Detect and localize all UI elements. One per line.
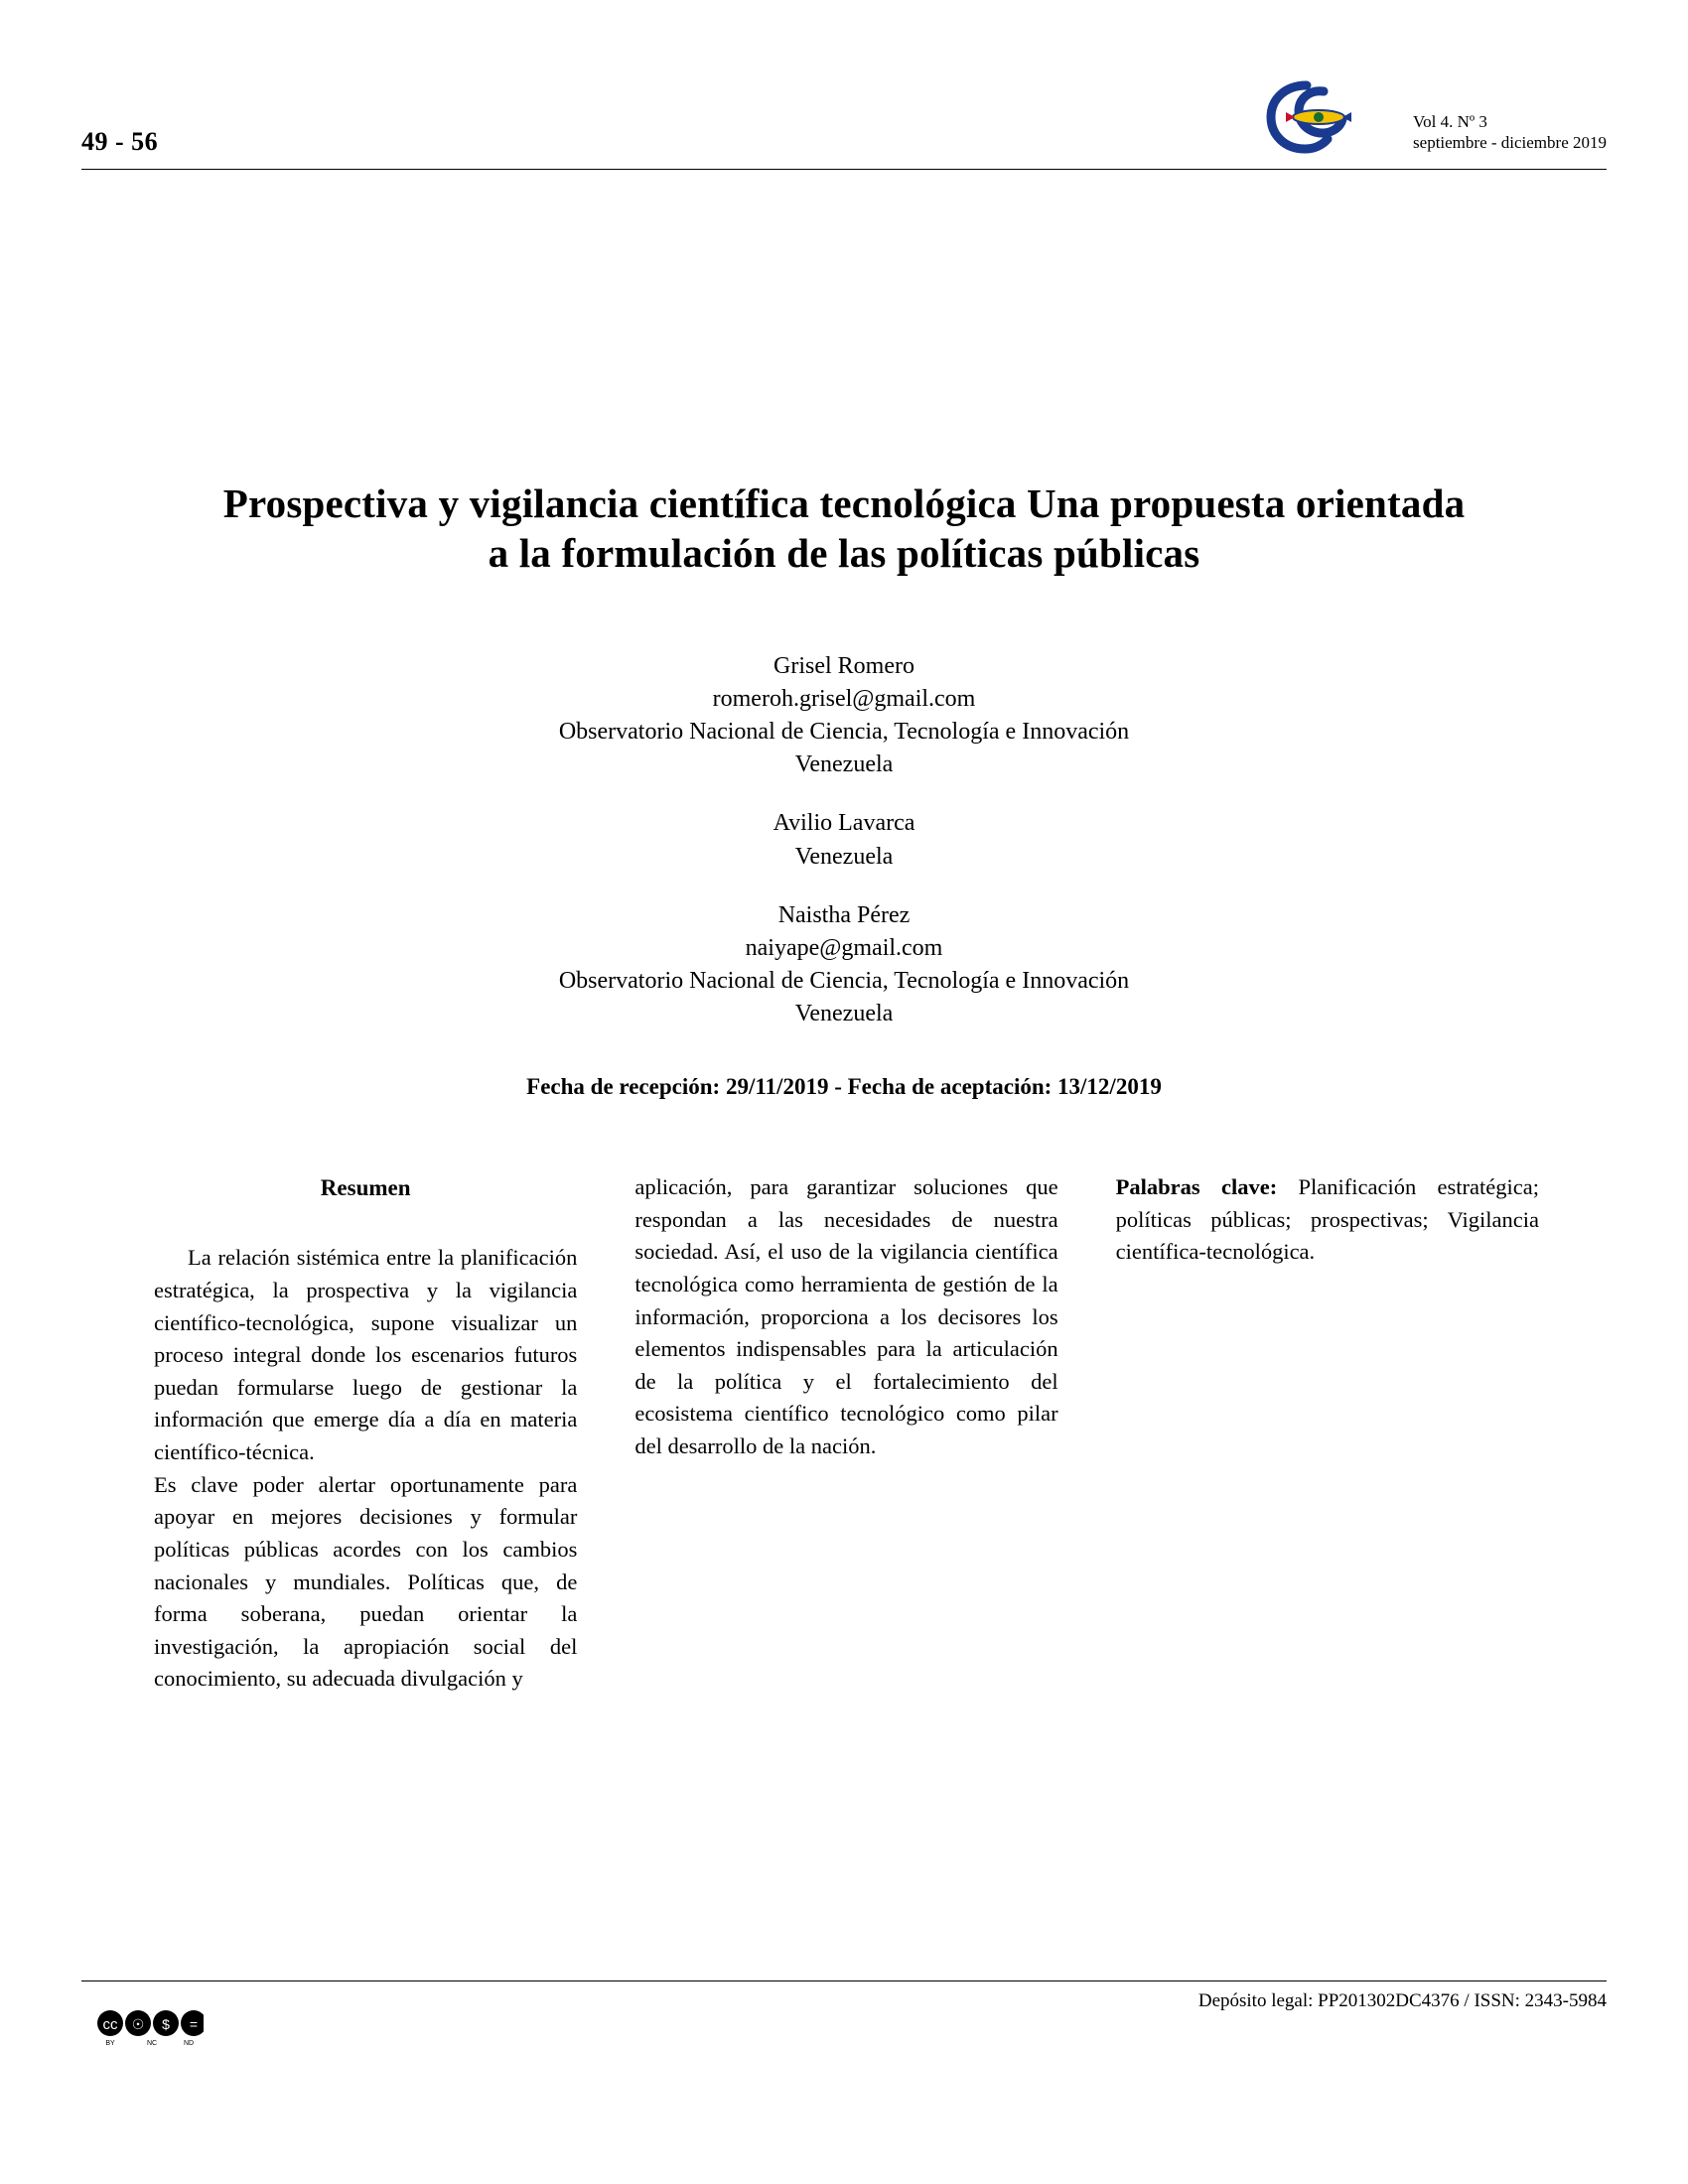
creative-commons-by-nc-nd-icon (94, 2007, 204, 2047)
submission-dates: Fecha de recepción: 29/11/2019 - Fecha de aceptación: 13/12/2019 (526, 1074, 1162, 1099)
abstract-heading: Resumen (320, 1175, 411, 1200)
author-name: Avilio Lavarca (773, 810, 915, 837)
author-name: Naistha Pérez (777, 901, 911, 928)
legal-deposit: Depósito legal: PP201302DC4376 / ISSN: 2343-5984 (1197, 1990, 1607, 2011)
author-block (199, 899, 1489, 1030)
svg-text:NC: NC (146, 2040, 158, 2047)
keywords-value: Planificación estratégica; políticas públicas; prospectivas; Vigilancia científica-tecnológica. (1115, 1174, 1539, 1265)
author-list (199, 650, 1489, 1030)
issue-info (1413, 111, 1607, 154)
journal-logo-icon (1261, 77, 1358, 163)
issue-period: septiembre - diciembre 2019 (1413, 133, 1607, 153)
author-country: Venezuela (794, 1000, 894, 1026)
svg-text:=: = (189, 2016, 199, 2032)
keywords-block (1116, 1171, 1539, 1269)
author-email: romeroh.grisel@gmail.com (712, 686, 976, 713)
author-block (199, 650, 1489, 781)
author-affiliation: Observatorio Nacional de Ciencia, Tecnología e Innovación (558, 967, 1130, 994)
svg-text:cc: cc (102, 2016, 118, 2033)
abstract-column-3 (1116, 1171, 1539, 1696)
svg-text:☉: ☉ (131, 2016, 145, 2032)
abstract-columns (154, 1171, 1539, 1696)
abstract-paragraph-2-part: aplicación, para garantizar soluciones que respondan a las necesidades de nuestra sociedad. Así, el uso de la vigilancia científica tecnológica como herramienta de gestión de la información, proporciona a los decisores los elementos indispensables para la articulación de la política y el fortalecimiento del ecosistema científico tecnológico como pilar del desarrollo de la nación. (634, 1174, 1058, 1458)
author-country: Venezuela (794, 751, 894, 778)
page-header (81, 77, 1607, 187)
author-country: Venezuela (794, 843, 894, 870)
page-title: Prospectiva y vigilancia científica tecnológica Una propuesta orientada a la formulación de las políticas públicas (222, 480, 1466, 577)
abstract-paragraph-1: La relación sistémica entre la planificación estratégica, la prospectiva y la vigilancia científico-tecnológica, supone visualizar un proceso integral donde los escenarios futuros puedan formularse luego de gestionar la información que emerge día a día en materia científico-técnica. (154, 1245, 578, 1465)
svg-text:ND: ND (183, 2040, 195, 2047)
keywords-label: Palabras clave: (1115, 1174, 1278, 1199)
svg-text:BY: BY (105, 2040, 115, 2047)
abstract-column-1 (154, 1171, 577, 1696)
author-name: Grisel Romero (774, 653, 914, 679)
abstract-column-2 (634, 1171, 1057, 1696)
issue-volume: Vol 4. Nº 3 (1413, 112, 1487, 131)
page-range: 49 - 56 (81, 127, 159, 156)
header-divider (81, 169, 1607, 170)
svg-text:$: $ (162, 2016, 170, 2032)
author-affiliation: Observatorio Nacional de Ciencia, Tecnología e Innovación (558, 719, 1130, 746)
author-email: naiyape@gmail.com (745, 934, 943, 961)
abstract-paragraph-2-part: Es clave poder alertar oportunamente para apoyar en mejores decisiones y formular políticas públicas acordes con los cambios nacionales y mundiales. Políticas que, de forma soberana, puedan orientar la investigación, la apropiación social del conocimiento, su adecuada divulgación y (154, 1471, 578, 1692)
author-block (199, 807, 1489, 873)
footer-divider (81, 1980, 1607, 1981)
